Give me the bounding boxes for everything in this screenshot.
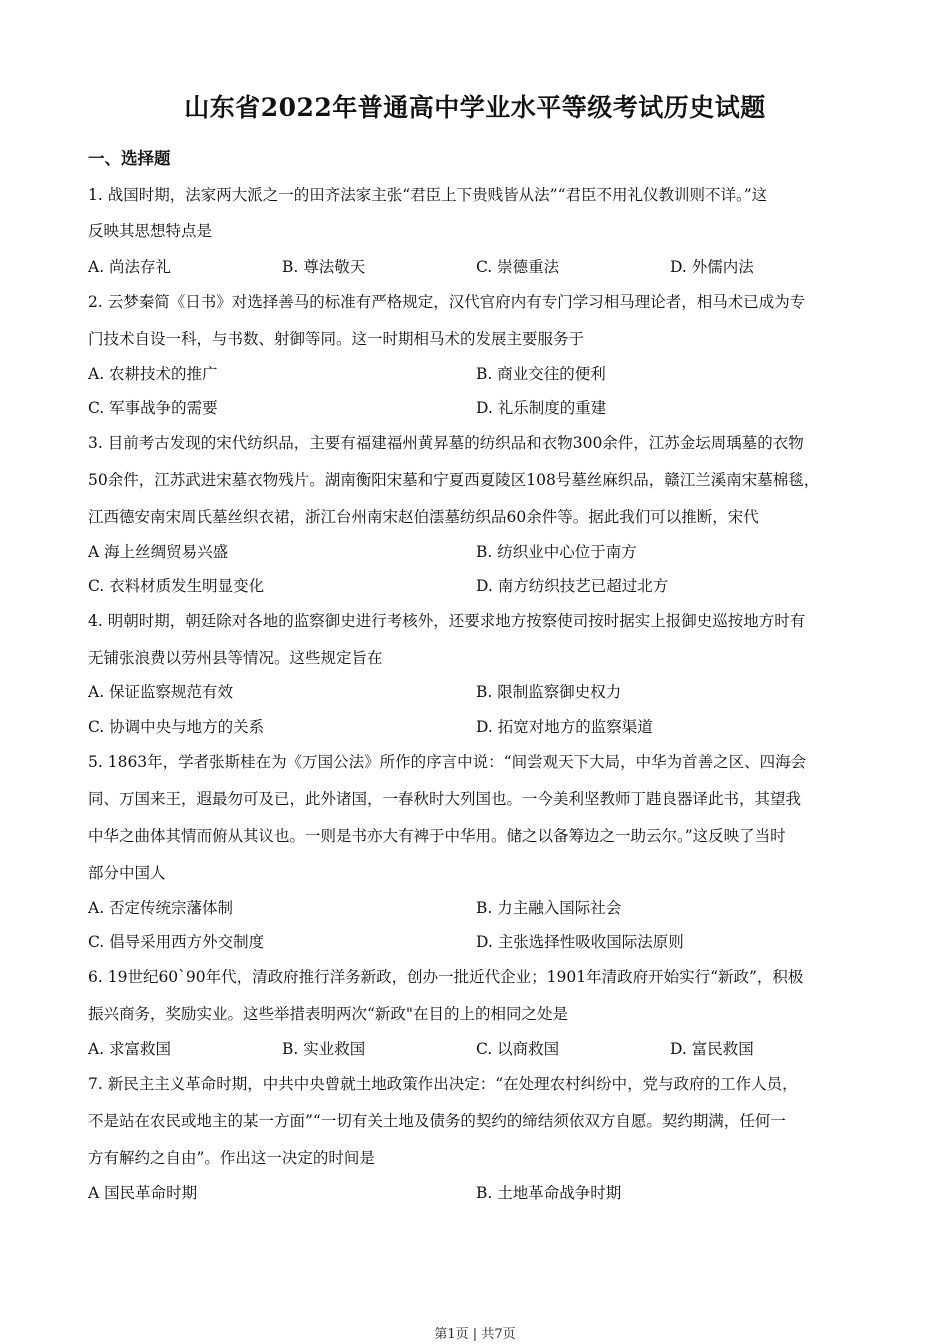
question-3-option-d: D. 南方纺织技艺已超过北方 [476,577,669,595]
question-1-option-d: D. 外儒内法 [670,258,754,276]
question-2-option-d: D. 礼乐制度的重建 [476,399,607,417]
question-5-line-3: 中华之曲体其情而俯从其议也。一则是书亦大有裨于中华用。储之以备筹边之一助云尔。”这反映了当时 [88,827,786,845]
question-3-line-3: 江西德安南宋周氏墓丝织衣裙，浙江台州南宋赵伯澐墓纺织品60余件等。据此我们可以推断，宋代 [88,508,759,526]
question-6-option-b: B. 实业救国 [282,1040,366,1058]
question-2-option-a: A. 农耕技术的推广 [88,365,218,383]
question-2-option-b: B. 商业交往的便利 [476,365,606,383]
question-7-line-1: 7. 新民主主义革命时期，中共中央曾就土地政策作出决定：“在处理农村纠纷中，党与政府的工作人员， [88,1075,798,1093]
question-4-option-c: C. 协调中央与地方的关系 [88,718,265,736]
question-2-option-c: C. 军事战争的需要 [88,399,218,417]
question-2-line-1: 2. 云梦秦简《日书》对选择善马的标准有严格规定，汉代官府内有专门学习相马理论者，相马术已成为专 [88,293,806,311]
question-5-line-1: 5. 1863年，学者张斯桂在为《万国公法》所作的序言中说：“间尝观天下大局，中华为首善之区、四海会 [88,753,807,771]
question-4-option-a: A. 保证监察规范有效 [88,683,234,701]
question-7-line-3: 方有解约之自由”。作出这一决定的时间是 [88,1149,375,1167]
question-4-option-b: B. 限制监察御史权力 [476,683,622,701]
question-1-option-a: A. 尚法存礼 [88,258,172,276]
page-footer: 第1页 | 共7页 [434,1327,516,1342]
question-3-line-2: 50余件，江苏武进宋墓衣物残片。湖南衡阳宋墓和宁夏西夏陵区108号墓丝麻织品，赣江兰溪南宋墓棉毯， [88,471,820,489]
question-6-line-1: 6. 19世纪60`90年代，清政府推行洋务新政，创办一批近代企业；1901年清政府开始实行“新政”，积极 [88,968,804,986]
question-4-line-1: 4. 明朝时期，朝廷除对各地的监察御史进行考核外，还要求地方按察使司按时据实上报御史巡按地方时有 [88,612,806,630]
question-5-line-4: 部分中国人 [88,864,166,882]
question-6-option-a: A. 求富救国 [88,1040,172,1058]
question-6-option-d: D. 富民救国 [670,1040,754,1058]
question-5-option-b: B. 力主融入国际社会 [476,899,622,917]
question-3-option-b: B. 纺织业中心位于南方 [476,543,637,561]
question-5-line-2: 同、万国来王，遐最勿可及已，此外诸国，一春秋时大列国也。一今美利坚教师丁韪良器译此书，其望我 [88,790,802,808]
question-3-line-1: 3. 目前考古发现的宋代纺织品，主要有福建福州黄昇墓的纺织品和衣物300余件，江苏金坛周瑀墓的衣物 [88,434,804,452]
question-7-option-b: B. 土地革命战争时期 [476,1184,622,1202]
question-6-line-2: 振兴商务，奖励实业。这些举措表明两次“新政"在目的上的相同之处是 [88,1005,569,1023]
question-3-option-a: A 海上丝绸贸易兴盛 [88,543,229,561]
question-7-option-a: A 国民革命时期 [88,1184,198,1202]
question-1-option-c: C. 崇德重法 [476,258,560,276]
question-5-option-d: D. 主张选择性吸收国际法原则 [476,933,684,951]
question-6-option-c: C. 以商救国 [476,1040,560,1058]
question-1-option-b: B. 尊法敬天 [282,258,366,276]
page-title: 山东省2022年普通高中学业水平等级考试历史试题 [184,93,766,122]
question-5-option-c: C. 倡导采用西方外交制度 [88,933,265,951]
question-5-option-a: A. 否定传统宗藩体制 [88,899,234,917]
question-2-line-2: 门技术自设一科，与书数、射御等同。这一时期相马术的发展主要服务于 [88,330,585,348]
question-4-option-d: D. 拓宽对地方的监察渠道 [476,718,653,736]
question-1-line-2: 反映其思想特点是 [88,222,213,240]
question-3-option-c: C. 衣料材质发生明显变化 [88,577,265,595]
question-4-line-2: 无铺张浪费以劳州县等情况。这些规定旨在 [88,649,383,667]
question-7-line-2: 不是站在农民或地主的某一方面”“一切有关土地及债务的契约的缔结须依双方自愿。契约期满，任何一 [88,1112,786,1130]
question-1-line-1: 1. 战国时期，法家两大派之一的田齐法家主张“君臣上下贵贱皆从法”“君臣不用礼仪教训则不详。”这 [88,186,768,204]
section-heading: 一、选择题 [88,149,171,168]
